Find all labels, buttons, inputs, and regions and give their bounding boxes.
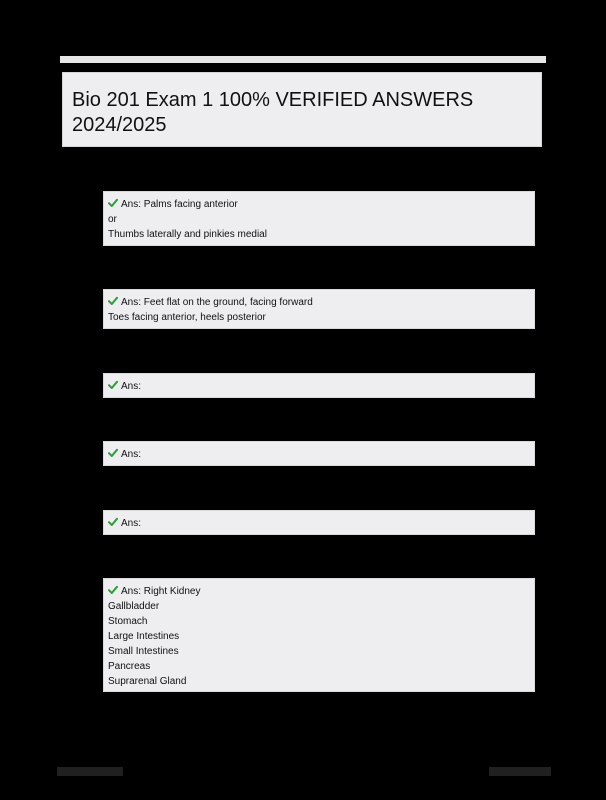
check-icon: [108, 198, 118, 208]
top-divider: [60, 56, 546, 63]
answer-line: [108, 584, 531, 599]
answer-line: [108, 379, 531, 394]
answer-text: Ans:: [121, 381, 142, 392]
check-icon: [108, 380, 118, 390]
answer-line: [108, 197, 531, 212]
answer-line: Toes facing anterior, heels posterior: [108, 312, 266, 323]
answer-line: Small Intestines: [108, 646, 179, 657]
title-banner: [62, 72, 542, 147]
footer-watermark-left: [57, 767, 123, 776]
answer-text: Ans: Right Kidney: [121, 586, 201, 597]
answer-text: Ans:: [121, 449, 142, 460]
check-icon: [108, 448, 118, 458]
answer-line: Gallbladder: [108, 601, 160, 612]
footer-watermark-right: [489, 767, 551, 776]
answer-line: [108, 295, 531, 310]
answer-box: [103, 441, 535, 466]
answer-line: [108, 447, 531, 462]
answer-text: Ans:: [121, 518, 142, 529]
check-icon: [108, 585, 118, 595]
answer-box: [103, 373, 535, 398]
answer-box: [103, 578, 535, 692]
answer-line: [108, 516, 531, 531]
check-icon: [108, 517, 118, 527]
answer-line: Suprarenal Gland: [108, 676, 187, 687]
answer-line: Thumbs laterally and pinkies medial: [108, 229, 267, 240]
answer-line: Stomach: [108, 616, 148, 627]
check-icon: [108, 296, 118, 306]
answer-line: or: [108, 214, 117, 225]
answer-box: [103, 191, 535, 246]
answer-text: Ans: Palms facing anterior: [121, 199, 238, 210]
answer-line: Large Intestines: [108, 631, 180, 642]
answer-box: [103, 510, 535, 535]
answer-box: [103, 289, 535, 329]
answer-line: Pancreas: [108, 661, 151, 672]
page-title: Bio 201 Exam 1 100% VERIFIED ANSWERS 2024/2025: [72, 89, 474, 136]
answer-text: Ans: Feet flat on the ground, facing forward: [121, 297, 313, 308]
